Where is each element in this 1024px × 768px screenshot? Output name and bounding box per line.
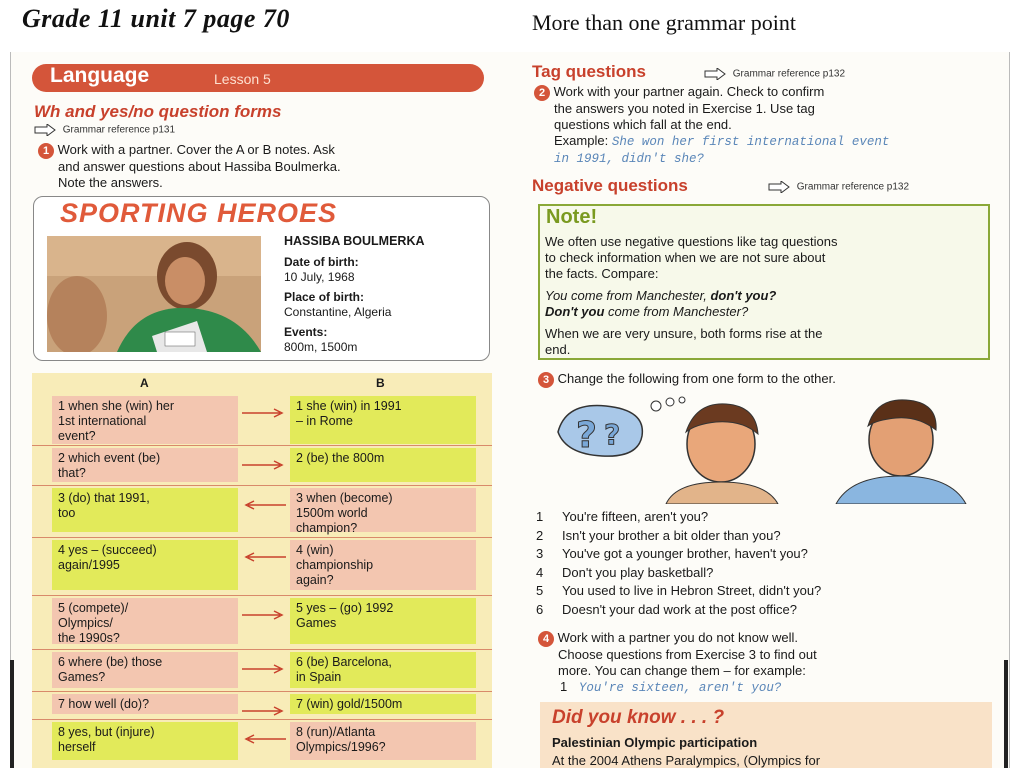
list-item: 3 You've got a younger brother, haven't you?: [536, 546, 808, 561]
list-item: 4 Don't you play basketball?: [536, 564, 714, 580]
table-cell-a: 3 (do) that 1991, too: [52, 488, 238, 532]
table-cell-a: 4 yes – (succeed) again/1995: [52, 540, 238, 590]
language-title: Language: [50, 64, 150, 87]
table-row-divider: [32, 649, 492, 650]
exercise-3: 3 Change the following from one form to the other.: [538, 371, 836, 388]
table-row-divider: [32, 537, 492, 538]
athlete-info: HASSIBA BOULMERKA Date of birth: 10 July, 1968 Place of birth: Constantine, Algeria Events: 800m, 1500m: [284, 234, 425, 354]
negative-questions-heading: Negative questions: [532, 176, 688, 195]
note-text: We often use negative questions like tag questions to check information when we are not sure about the facts. Compare: You come from Manchester, don't you? Don't you come from Manchester? When we are very unsure, both forms rise at the end.: [545, 234, 838, 357]
arrow-right-icon: [240, 460, 288, 470]
arrow-right-icon: [768, 181, 790, 193]
exercise-number-badge: 2: [534, 85, 550, 101]
table-row-divider: [32, 691, 492, 692]
exercise-2: 2 Work with your partner again. Check to confirm the answers you noted in Exercise 1. Use tag questions which fall at the end. Example: She won her first international event in 1991, didn't she?: [534, 84, 889, 167]
column-a-header: A: [140, 376, 149, 390]
list-item: 6 Doesn't your dad work at the post office?: [536, 601, 797, 617]
arrow-right-icon: [240, 610, 288, 620]
exercise-number-badge: 3: [538, 372, 554, 388]
page-edge-left: [10, 660, 14, 768]
arrow-left-icon: [240, 734, 288, 744]
table-cell-b: 3 when (become) 1500m world champion?: [290, 488, 476, 532]
grammar-ref-tag: Grammar reference p132: [704, 68, 845, 80]
did-you-know-text: At the 2004 Athens Paralympics, (Olympics for: [552, 753, 821, 768]
table-cell-b: 7 (win) gold/1500m: [290, 694, 476, 714]
table-cell-b: 8 (run)/Atlanta Olympics/1996?: [290, 722, 476, 760]
table-cell-b: 4 (win) championship again?: [290, 540, 476, 590]
table-row-divider: [32, 445, 492, 446]
boys-cartoon-illustration: [546, 392, 990, 504]
grammar-ref-negative: Grammar reference p132: [768, 181, 909, 193]
table-cell-a: 1 when she (win) her 1st international event?: [52, 396, 238, 444]
exercise-1: 1 Work with a partner. Cover the A or B notes. Ask and answer questions about Hassiba Boulmerka. Note the answers.: [38, 142, 341, 191]
table-cell-a: 2 which event (be) that?: [52, 448, 238, 482]
table-cell-a: 7 how well (do)?: [52, 694, 238, 714]
grammar-ref-left: Grammar reference p131: [34, 124, 175, 136]
list-item: 2 Isn't your brother a bit older than you?: [536, 527, 781, 543]
exercise-4: 4 Work with a partner you do not know well. Choose questions from Exercise 3 to find out more. You can change them – for example: 1 You're sixteen, aren't you?: [538, 630, 817, 696]
table-cell-a: 8 yes, but (injure) herself: [52, 722, 238, 760]
wh-question-heading: Wh and yes/no question forms: [34, 102, 282, 121]
arrow-right-icon: [704, 68, 726, 80]
lesson-label: Lesson 5: [214, 71, 271, 87]
svg-text:?: ?: [576, 415, 597, 456]
question-list: [536, 508, 821, 619]
table-row-divider: [32, 485, 492, 486]
list-item: 1 You're fifteen, aren't you?: [536, 509, 709, 524]
svg-text:?: ?: [604, 418, 621, 451]
list-item: 5 You used to live in Hebron Street, didn't you?: [536, 583, 822, 598]
did-you-know-subtitle: Palestinian Olympic participation: [552, 735, 758, 750]
table-row-divider: [32, 719, 492, 720]
page-edge-right: [1004, 660, 1008, 768]
table-cell-b: 1 she (win) in 1991 – in Rome: [290, 396, 476, 444]
table-cell-b: 2 (be) the 800m: [290, 448, 476, 482]
arrow-right-icon: [34, 124, 56, 136]
exercise-number-badge: 4: [538, 631, 554, 647]
column-b-header: B: [376, 376, 385, 390]
table-row-divider: [32, 595, 492, 596]
arrow-right-icon: [240, 408, 288, 418]
arrow-left-icon: [240, 500, 288, 510]
sporting-heroes-title: SPORTING HEROES: [60, 198, 338, 228]
table-cell-b: 5 yes – (go) 1992 Games: [290, 598, 476, 644]
table-cell-b: 6 (be) Barcelona, in Spain: [290, 652, 476, 688]
note-title: Note!: [546, 206, 598, 228]
tag-questions-heading: Tag questions: [532, 62, 646, 81]
example-answer: You're sixteen, aren't you?: [578, 681, 782, 695]
table-cell-a: 6 where (be) those Games?: [52, 652, 238, 688]
athlete-name: HASSIBA BOULMERKA: [284, 234, 425, 248]
table-cell-a: 5 (compete)/ Olympics/ the 1990s?: [52, 598, 238, 644]
did-you-know-title: Did you know . . . ?: [552, 707, 725, 728]
athlete-photo: [47, 236, 261, 352]
slide-subtitle: More than one grammar point: [532, 10, 796, 35]
arrow-right-icon: [240, 664, 288, 674]
arrow-right-icon: [240, 706, 288, 716]
example-answer: She won her first international event: [611, 135, 890, 149]
slide-title: Grade 11 unit 7 page 70: [22, 4, 290, 33]
arrow-left-icon: [240, 552, 288, 562]
exercise-number-badge: 1: [38, 143, 54, 159]
